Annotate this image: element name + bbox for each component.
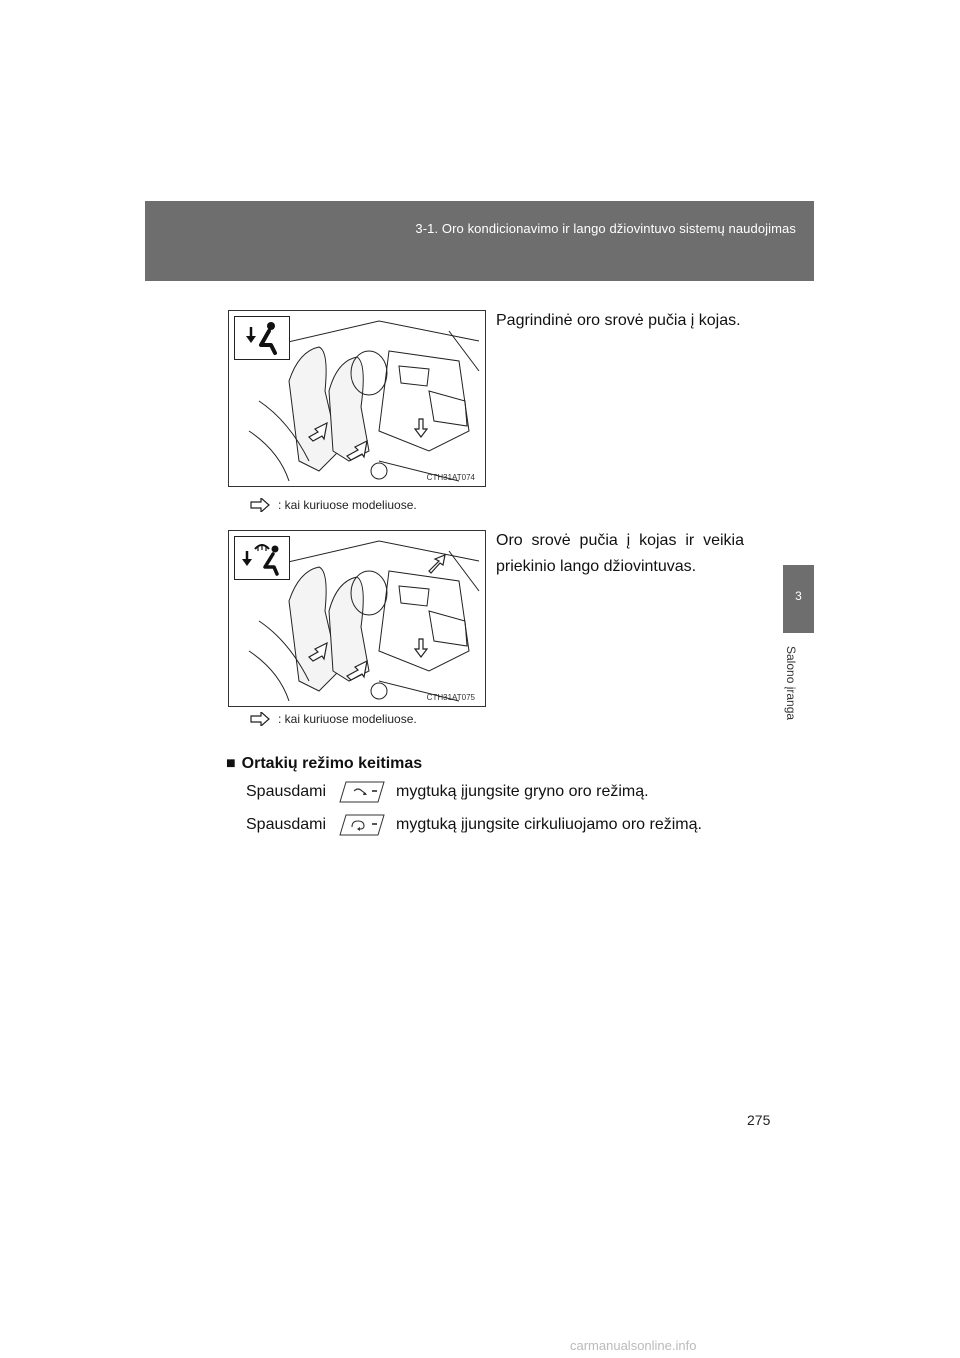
figure-note-text: : kai kuriuose modeliuose.	[278, 498, 417, 512]
feet-defroster-airflow-icon	[234, 536, 290, 580]
figure-note	[250, 712, 417, 726]
fresh-air-button-icon	[338, 780, 386, 804]
section-title-text: Ortakių režimo keitimas	[241, 755, 423, 772]
instruction-row	[246, 780, 649, 804]
recirculation-button-icon	[338, 813, 386, 837]
section-title	[226, 755, 422, 773]
instruction-row	[246, 813, 702, 837]
figure-description: Oro srovė pučia į kojas ir veikia priekinio lango džiovintuvas.	[496, 532, 744, 575]
instruction-prefix: Spausdami	[246, 816, 327, 833]
figure-code: CTH31AT074	[426, 473, 475, 482]
figure-note-text: : kai kuriuose modeliuose.	[278, 712, 417, 726]
figure-code: CTH31AT075	[426, 693, 475, 702]
figure-description: Pagrindinė oro srovė pučia į kojas.	[496, 312, 741, 329]
feet-airflow-icon	[234, 316, 290, 360]
instruction-text: mygtuką įjungsite gryno oro režimą.	[396, 783, 649, 800]
arrow-icon	[250, 712, 270, 726]
section-marker: ■	[226, 755, 236, 772]
arrow-icon	[250, 498, 270, 512]
page-number: 275	[747, 1112, 771, 1128]
chapter-number: 3	[795, 589, 802, 603]
figure-feet-mode	[228, 310, 486, 487]
section-header-title: 3-1. Oro kondicionavimo ir lango džiovintuvo sistemų naudojimas	[415, 221, 796, 236]
figure-feet-defroster-mode	[228, 530, 486, 707]
instruction-text: mygtuką įjungsite cirkuliuojamo oro režimą.	[396, 816, 702, 833]
section-header-bar	[145, 201, 814, 281]
chapter-tab	[783, 565, 814, 633]
watermark: carmanualsonline.info	[570, 1338, 697, 1353]
figure-note	[250, 498, 417, 512]
instruction-prefix: Spausdami	[246, 783, 327, 800]
chapter-label: Salono įranga	[784, 646, 798, 721]
